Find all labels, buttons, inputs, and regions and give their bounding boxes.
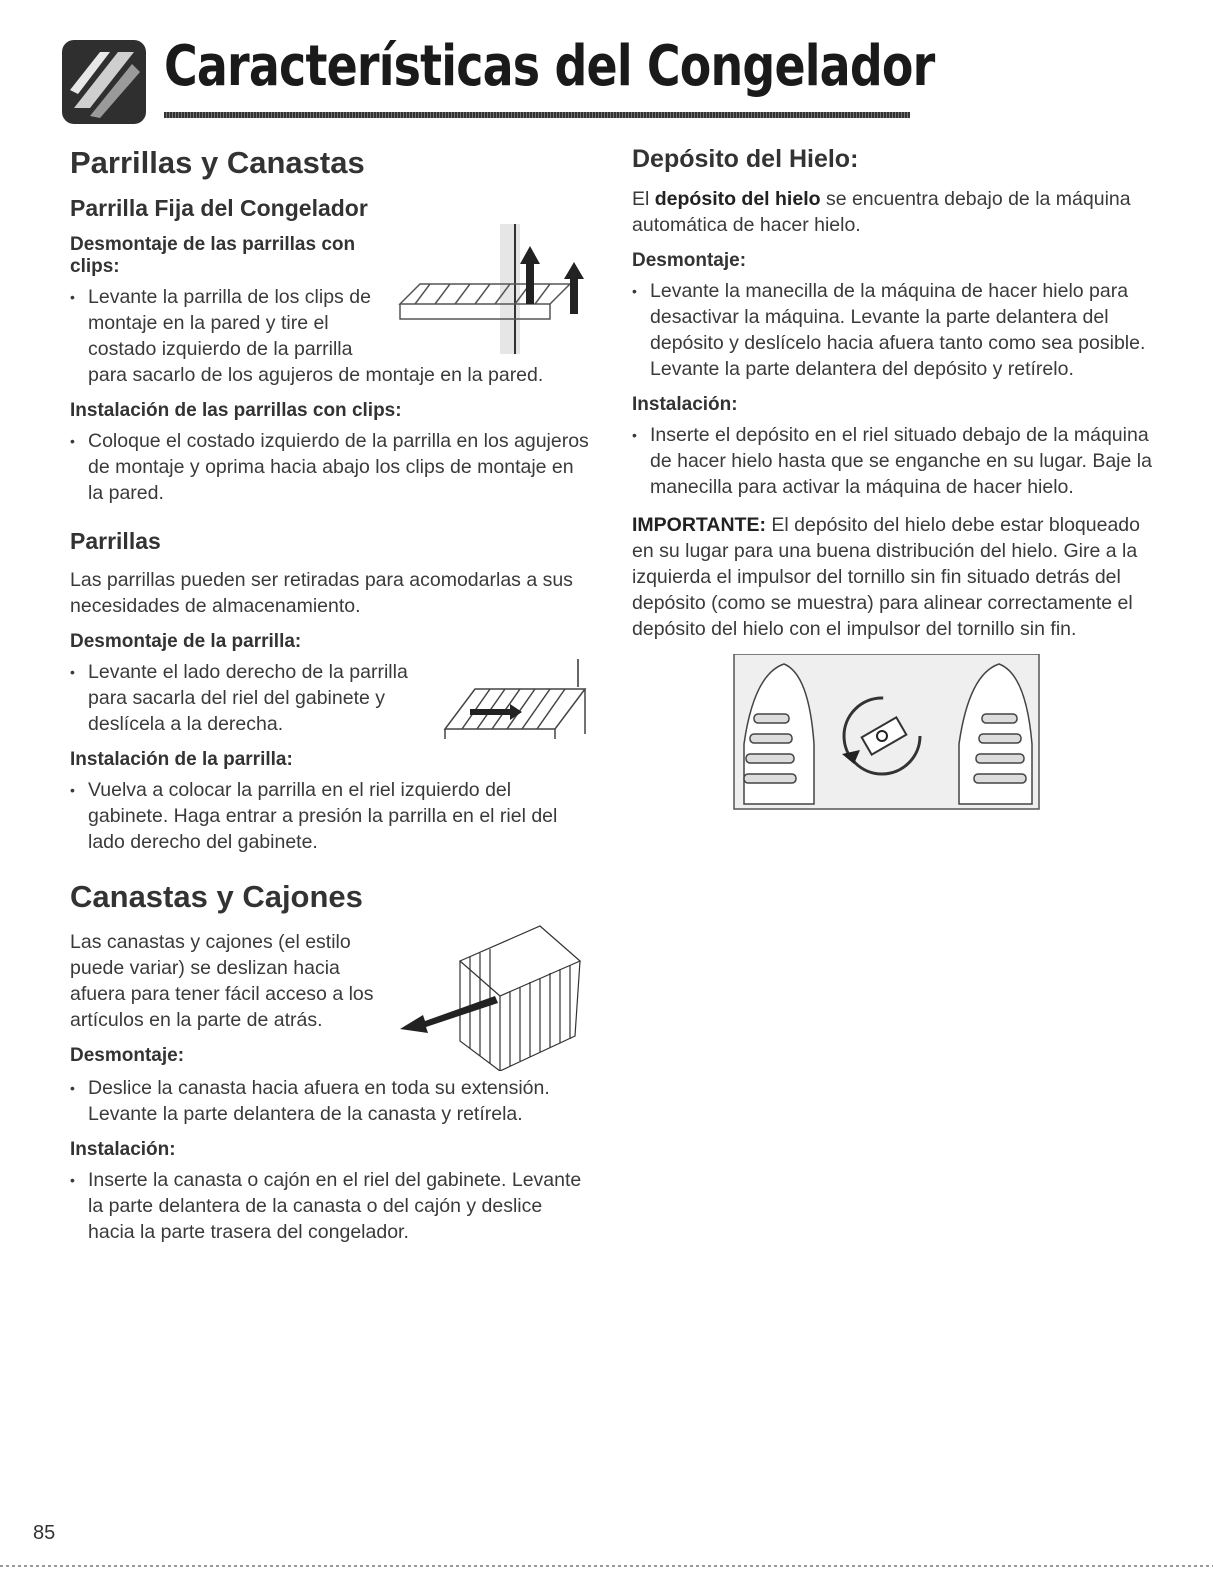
remove-basket-text: • Deslice la canasta hacia afuera en toda su extensión. Levante la parte delantera de la canasta y retírela.: [70, 1075, 590, 1127]
install-clip-shelves-heading: Instalación de las parrillas con clips:: [70, 400, 402, 421]
remove-ice-bin-text: • Levante la manecilla de la máquina de hacer hielo para desactivar la máquina. Levante la parte delantera del depósito y deslícelo hacia afuera tanto como sea posible. Levante la parte delantera del depósito y retírelo.: [632, 278, 1152, 382]
subsection-title-shelves: Parrillas: [70, 528, 161, 554]
right-column: [632, 145, 1152, 814]
install-basket-heading: Instalación:: [70, 1139, 176, 1160]
remove-shelf-text: • Levante el lado derecho de la parrilla para sacarla del riel del gabinete y deslícela a la derecha.: [70, 659, 590, 737]
install-ice-bin-text: • Inserte el depósito en el riel situado debajo de la máquina de hacer hielo hasta que se enganche en su lugar. Baje la manecilla para activar la máquina de hacer hielo.: [632, 422, 1152, 500]
important-note: IMPORTANTE: El depósito del hielo debe estar bloqueado en su lugar para una buena distribución del hielo. Gire a la izquierda el impulsor del tornillo sin fin situado detrás del depósito (como se muestra) para alinear correctamente el depósito del hielo con el impulsor del tornillo sin fin.: [632, 514, 1141, 640]
section-title-baskets-drawers: Canastas y Cajones: [70, 879, 363, 914]
subsection-title-fixed-shelf: Parrilla Fija del Congelador: [70, 195, 368, 221]
title-underline: [164, 112, 910, 118]
left-column: [70, 145, 590, 1257]
auger-alignment-illustration: [714, 654, 1044, 814]
install-basket-text: • Inserte la canasta o cajón en el riel del gabinete. Levante la parte delantera de la canasta o del cajón y deslice hacia la parte trasera del congelador.: [70, 1167, 590, 1245]
page-number: 85: [33, 1522, 56, 1544]
section-title-shelves-baskets: Parrillas y Canastas: [70, 145, 365, 180]
freezer-shelf-icon: [60, 38, 148, 126]
bottom-rule: [0, 1565, 1213, 1567]
basket-illustration: [390, 921, 590, 1071]
page-header: [60, 28, 935, 128]
page-title: Características del Congelador: [164, 34, 935, 99]
ice-bin-intro: El depósito del hielo se encuentra debajo de la máquina automática de hacer hielo.: [632, 188, 1131, 236]
install-clip-shelves-text: • Coloque el costado izquierdo de la parrilla en los agujeros de montaje y oprima hacia abajo los clips de montaje en la pared.: [70, 428, 590, 506]
remove-clip-shelves-heading: Desmontaje de las parrillas con clips:: [70, 234, 356, 277]
install-ice-bin-heading: Instalación:: [632, 394, 738, 415]
remove-shelf-heading: Desmontaje de la parrilla:: [70, 631, 302, 652]
baskets-intro: Las canastas y cajones (el estilo puede variar) se deslizan hacia afuera para tener fácil acceso a los artículos en la parte de atrás.: [70, 931, 374, 1031]
install-shelf-heading: Instalación de la parrilla:: [70, 749, 293, 770]
remove-ice-bin-heading: Desmontaje:: [632, 250, 747, 271]
remove-clip-shelves-text: • Levante la parrilla de los clips de montaje en la pared y tire el costado izquierdo de la parrilla para sacarlo de los agujeros de montaje en la pared.: [70, 284, 590, 388]
remove-basket-heading: Desmontaje:: [70, 1045, 185, 1066]
install-shelf-text: • Vuelva a colocar la parrilla en el riel izquierdo del gabinete. Haga entrar a presión la parrilla en el riel del lado derecho del gabinete.: [70, 777, 590, 855]
shelves-intro: Las parrillas pueden ser retiradas para acomodarlas a sus necesidades de almacenamiento.: [70, 569, 573, 617]
section-title-ice-bin: Depósito del Hielo:: [632, 145, 859, 173]
